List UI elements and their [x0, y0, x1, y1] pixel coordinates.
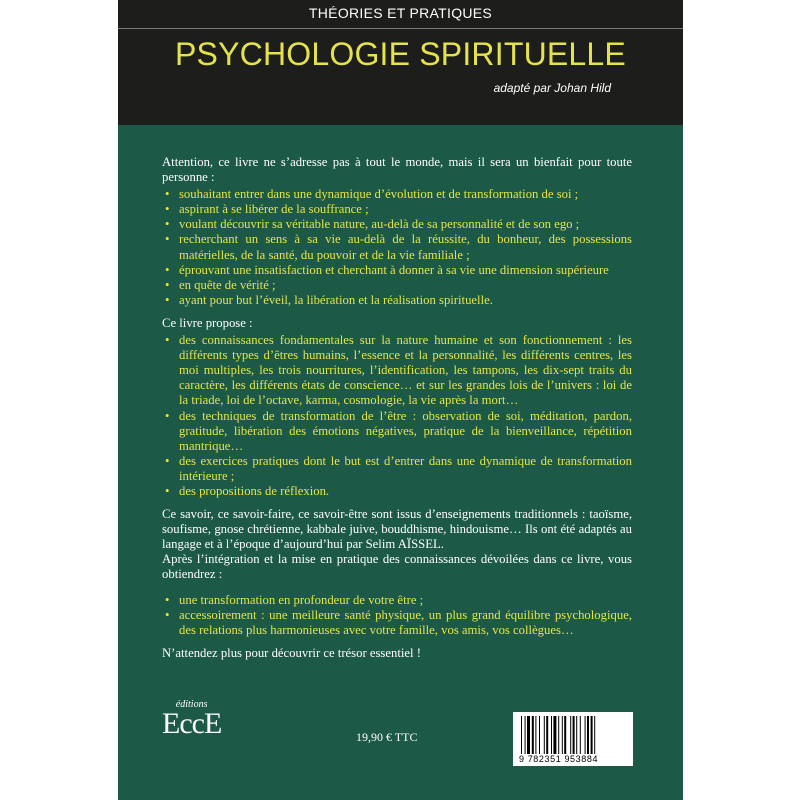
proposal-paragraph: Ce livre propose :	[162, 315, 253, 330]
list-item: • des exercices pratiques dont le but est d’entrer dans une dynamique de transformation intérieure ;	[162, 454, 632, 484]
origins-paragraph: Ce savoir, ce savoir-faire, ce savoir-être sont issus d’enseignements traditionnels : taoïsme, soufisme, gnose chrétienne, kabbale juive, bouddhisme, hindouisme… Ils ont été adaptés au langage et à l’époque d’aujourd’hui par Selim AÏSSEL.	[162, 507, 632, 552]
barcode-bar	[551, 716, 552, 754]
barcode-bar	[535, 716, 536, 754]
barcode-bar	[573, 716, 575, 754]
list-item: • une transformation en profondeur de votre être ;	[162, 593, 632, 608]
barcode-bars-icon	[521, 716, 625, 754]
barcode-bar	[562, 716, 563, 754]
list-item: • souhaitant entrer dans une dynamique d’évolution et de transformation de soi ;	[162, 187, 632, 202]
list-item: • des propositions de réflexion.	[162, 484, 632, 499]
barcode-bar	[539, 716, 540, 754]
book-back-cover	[118, 0, 683, 800]
isbn-number: 9 782351 953884	[519, 754, 599, 764]
header-band	[118, 0, 683, 125]
barcode-bar	[527, 716, 530, 754]
results-paragraph: Après l’intégration et la mise en pratique des connaissances dévoilées dans ce livre, vous obtiendrez :	[162, 552, 632, 582]
price-label: 19,90 € TTC	[356, 730, 418, 744]
back-cover-text	[162, 155, 632, 661]
list-item: • ayant pour but l’éveil, la libération et la réalisation spirituelle.	[162, 293, 632, 308]
barcode-bar	[591, 716, 593, 754]
barcode-bar	[564, 716, 566, 754]
barcode-bar	[521, 716, 522, 754]
barcode-bar	[558, 716, 559, 754]
barcode-bar	[580, 716, 581, 754]
barcode-bar	[553, 716, 556, 754]
barcode-bar	[576, 716, 577, 754]
barcode-bar	[570, 716, 571, 754]
barcode	[513, 712, 633, 766]
barcode-bar	[594, 716, 595, 754]
list-item: • des connaissances fondamentales sur la nature humaine et son fonctionnement : les différents types d’êtres humains, l’essence et la personnalité, les différents centres, les moi multiples, les trois nourritures, l’identification, les tampons, les dix-sept traits du caractère, les différents états de conscience… et sur les grandes lois de l’univers : loi de la triade, loi de l’octave, karma, cosmologie, la vie après la mort…	[162, 333, 632, 408]
results-list	[162, 593, 632, 638]
list-item: • voulant découvrir sa véritable nature, au-delà de sa personnalité et de son ego ;	[162, 217, 632, 232]
proposal-list	[162, 333, 632, 499]
list-item: • éprouvant une insatisfaction et cherchant à donner à sa vie une dimension supérieure	[162, 263, 632, 278]
list-item: • des techniques de transformation de l’être : observation de soi, méditation, pardon, gratitude, libération des émotions négatives, pratique de la bienveillance, répétition mantrique…	[162, 409, 632, 454]
intro-paragraph: Attention, ce livre ne s’adresse pas à tout le monde, mais il sera un bienfait pour toute personne :	[162, 155, 632, 185]
book-author: adapté par Johan Hild	[493, 81, 611, 95]
barcode-bar	[546, 716, 548, 754]
barcode-bar	[544, 716, 545, 754]
barcode-bar	[532, 716, 534, 754]
intro-list	[162, 187, 632, 308]
list-item: • accessoirement : une meilleure santé physique, un plus grand équilibre psychologique, des relations plus harmonieuses avec votre famille, vos amis, vos collègues…	[162, 608, 632, 638]
series-divider	[118, 28, 683, 29]
barcode-bar	[587, 716, 589, 754]
list-item: • en quête de vérité ;	[162, 278, 632, 293]
list-item: • aspirant à se libérer de la souffrance ;	[162, 202, 632, 217]
publisher-logo-name: EccE	[162, 707, 222, 740]
list-item: • recherchant un sens à sa vie au-delà de la réussite, du bonheur, des possessions matérielles, de la santé, du pouvoir et de la vie familiale ;	[162, 232, 632, 262]
book-title: PSYCHOLOGIE SPIRITUELLE	[175, 36, 626, 72]
barcode-bar	[525, 716, 526, 754]
publisher-logo	[162, 700, 221, 738]
series-name: THÉORIES ET PRATIQUES	[308, 5, 493, 21]
publisher-logo-small: éditions	[175, 699, 208, 710]
closing-line: N’attendez plus pour découvrir ce trésor essentiel !	[162, 645, 421, 660]
barcode-bar	[585, 716, 586, 754]
